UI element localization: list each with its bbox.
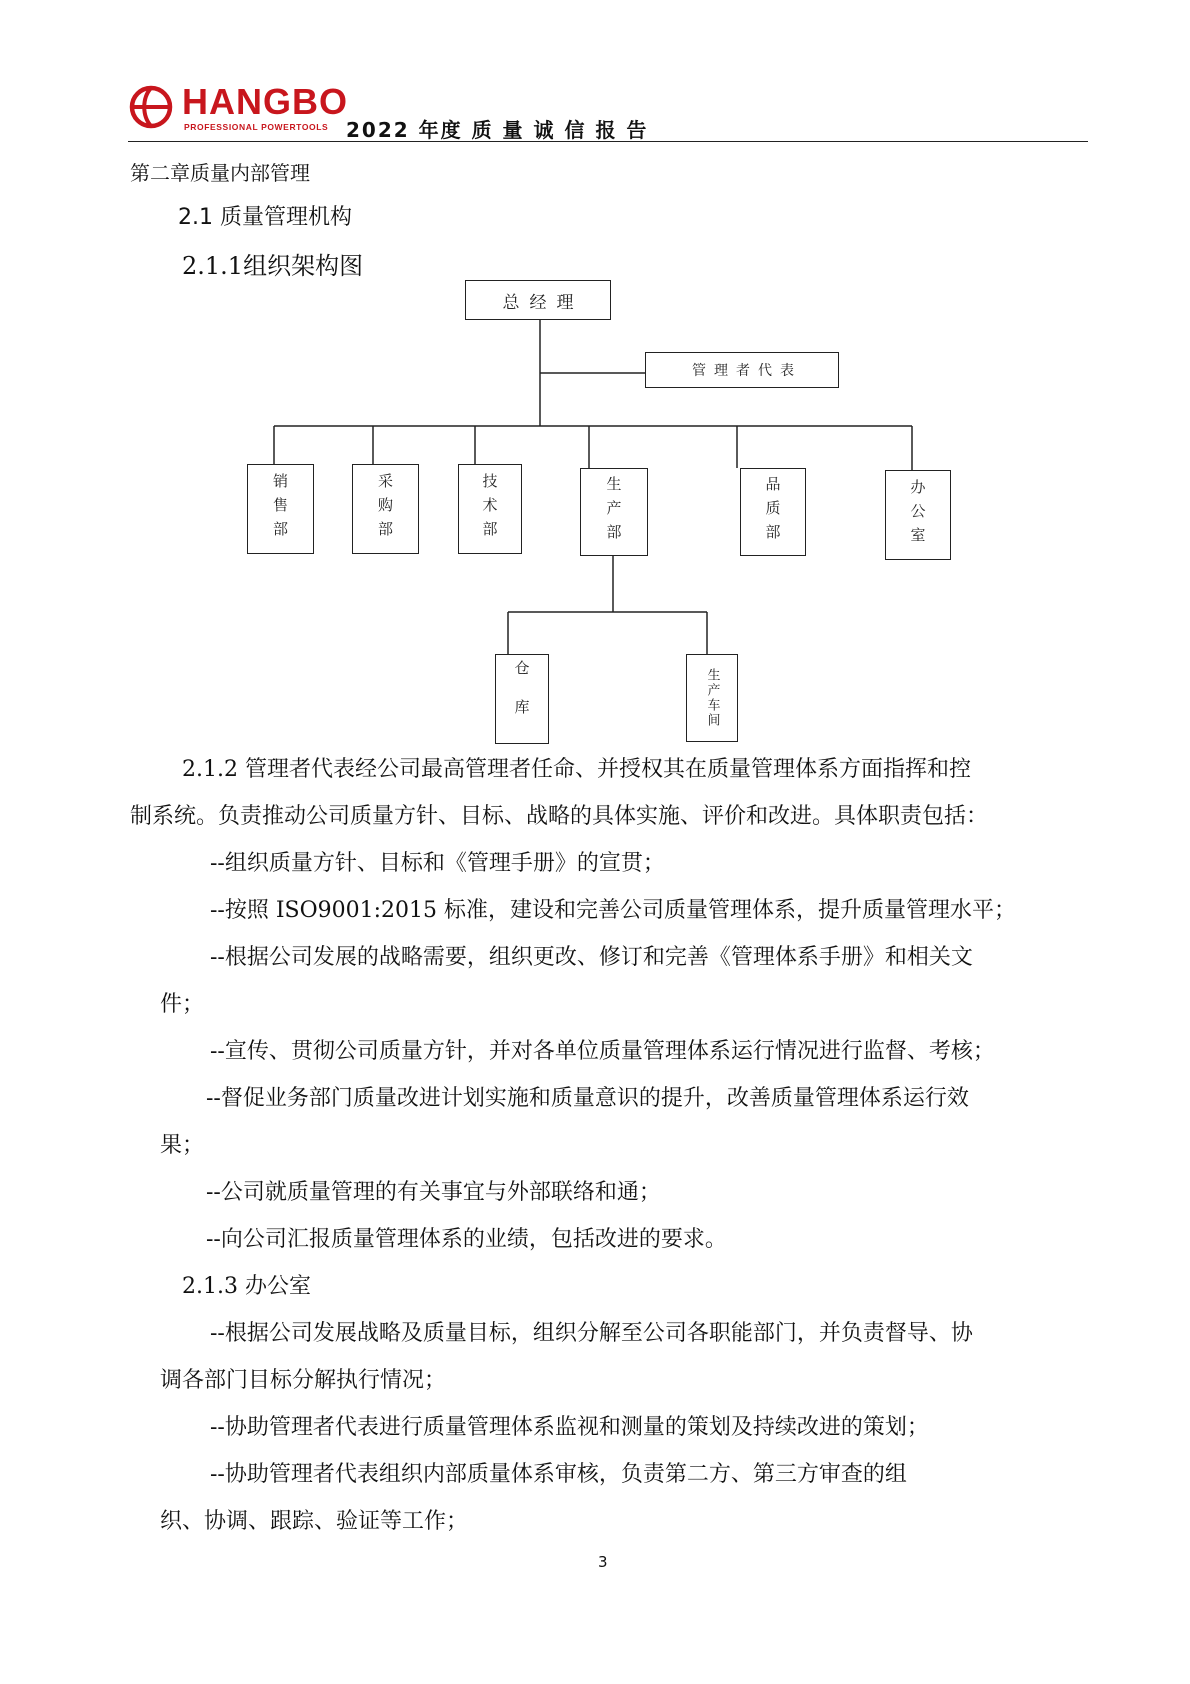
- duty-item: --协助管理者代表组织内部质量体系审核，负责第二方、第三方审查的组: [210, 1462, 907, 1487]
- brand-name: HANGBO: [182, 81, 348, 122]
- duty-item: --根据公司发展的战略需要，组织更改、修订和完善《管理体系手册》和相关文: [210, 945, 973, 970]
- duty-item: --组织质量方针、目标和《管理手册》的宣贯；: [210, 851, 665, 876]
- duty-item: --督促业务部门质量改进计划实施和质量意识的提升，改善质量管理体系运行效: [206, 1086, 969, 1111]
- header-divider: [128, 141, 1088, 142]
- report-title: 2022 年度 质 量 诚 信 报 告: [346, 118, 649, 142]
- org-box-production-dept: 生产部: [580, 468, 648, 556]
- duty-item: --向公司汇报质量管理体系的业绩，包括改进的要求。: [206, 1227, 727, 1252]
- duty-item-continuation: 织、协调、跟踪、验证等工作；: [160, 1509, 469, 1534]
- section-heading-2-1-3: 2.1.3 办公室: [182, 1274, 311, 1299]
- duty-item: --根据公司发展战略及质量目标，组织分解至公司各职能部门，并负责督导、协: [210, 1321, 973, 1346]
- section-heading-2-1-1: 2.1.1组织架构图: [182, 252, 364, 280]
- org-box-warehouse: 仓库: [495, 654, 549, 744]
- brand-tagline: PROFESSIONAL POWERTOOLS: [184, 122, 329, 132]
- para-2-1-2-line2: 制系统。负责推动公司质量方针、目标、战略的具体实施、评价和改进。具体职责包括：: [130, 804, 989, 829]
- org-chart: [240, 276, 960, 746]
- org-box-purchasing-dept: 采购部: [352, 464, 419, 554]
- page-number: 3: [598, 1553, 608, 1571]
- org-box-general-manager: 总经理: [465, 280, 611, 320]
- org-box-quality-dept: 品质部: [740, 468, 806, 556]
- duty-item: --按照 ISO9001:2015 标准，建设和完善公司质量管理体系，提升质量管理水平；: [210, 898, 1017, 923]
- duty-item: --宣传、贯彻公司质量方针，并对各单位质量管理体系运行情况进行监督、考核；: [210, 1039, 995, 1064]
- org-box-production-workshop: 生产车间: [686, 654, 738, 742]
- para-2-1-2-line1: 2.1.2 管理者代表经公司最高管理者任命、并授权其在质量管理体系方面指挥和控: [182, 757, 971, 782]
- org-box-sales-dept: 销售部: [247, 464, 314, 554]
- org-box-management-representative: 管理者代表: [645, 352, 839, 388]
- chapter-title: 第二章质量内部管理: [130, 161, 310, 185]
- duty-item-continuation: 调各部门目标分解执行情况；: [160, 1368, 447, 1393]
- duty-item: --协助管理者代表进行质量管理体系监视和测量的策划及持续改进的策划；: [210, 1415, 929, 1440]
- hangbo-logo-icon: [128, 84, 174, 130]
- org-box-technology-dept: 技术部: [458, 464, 522, 554]
- duty-item: --公司就质量管理的有关事宜与外部联络和通；: [206, 1180, 661, 1205]
- section-heading-2-1: 2.1 质量管理机构: [178, 205, 352, 230]
- duty-item-continuation: 果；: [160, 1133, 205, 1158]
- duty-item-continuation: 件；: [160, 992, 205, 1017]
- org-box-office: 办公室: [885, 470, 951, 560]
